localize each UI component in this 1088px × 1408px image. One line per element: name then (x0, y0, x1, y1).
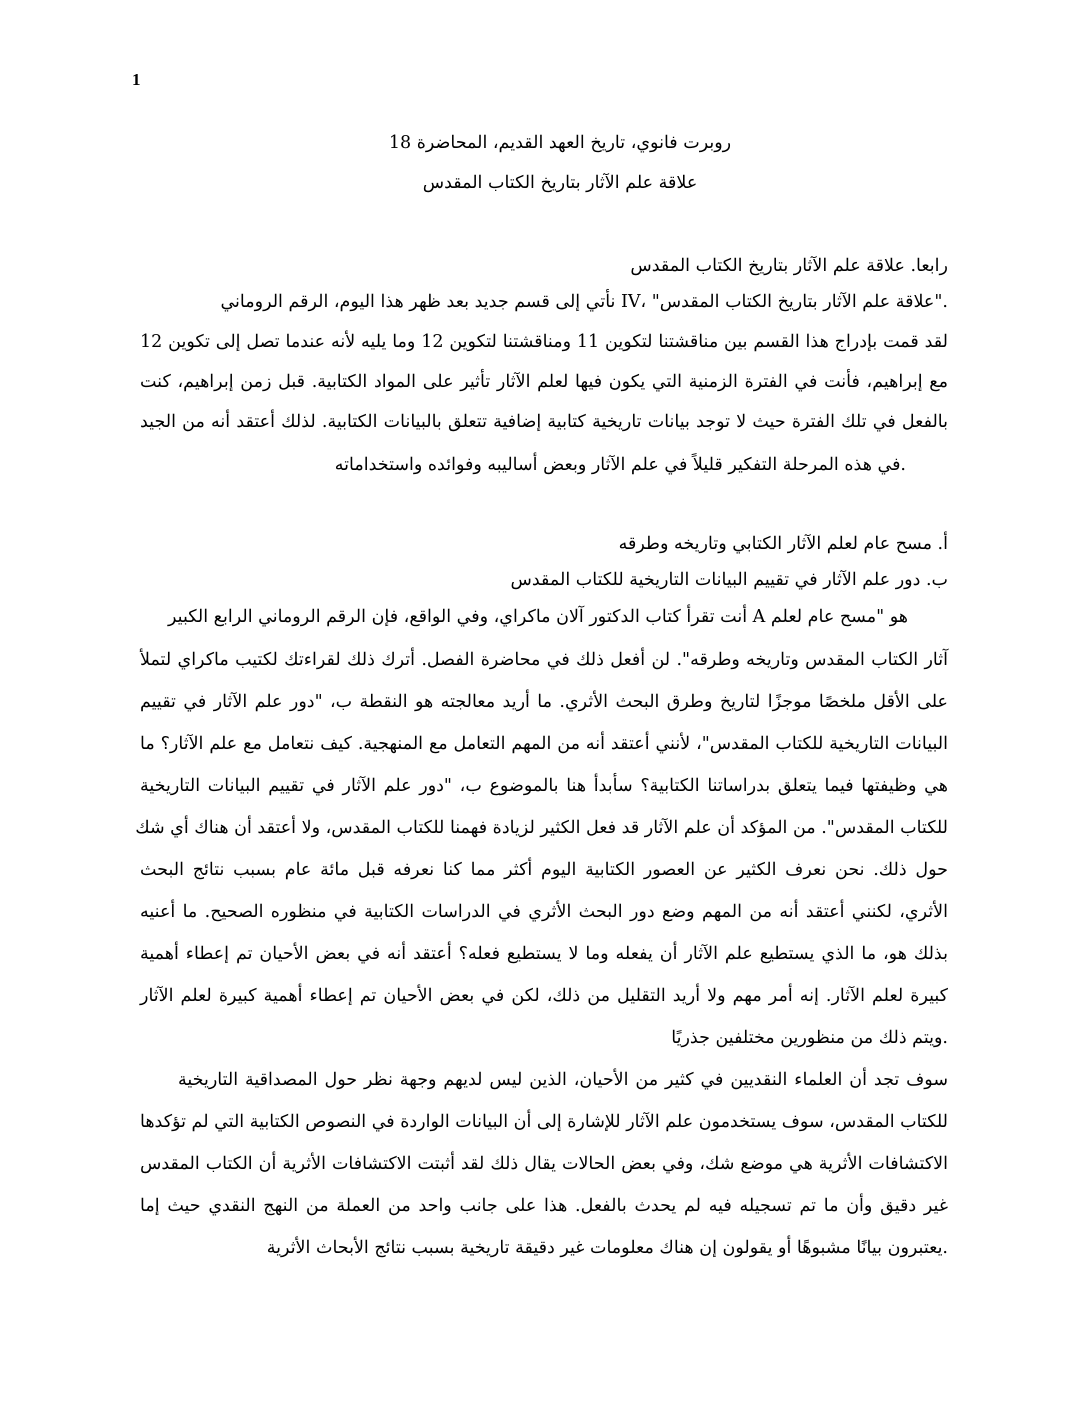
paragraph-line: مع إبراهيم، فأنت في الفترة الزمنية التي يكون فيها لعلم الآثار تأثير على المواد الكتابية. قبل زمن إبراهيم، كنت (140, 372, 948, 392)
paragraph-line: بالفعل في تلك الفترة حيث لا توجد بيانات تاريخية كتابية إضافية تتعلق بالبيانات الكتابية. لذلك أعتقد أنه من الجيد (140, 412, 948, 432)
paragraph-line: هي وظيفتها فيما يتعلق بدراساتنا الكتابية؟ سأبدأ هنا بالموضوع ب، "دور علم الآثار في تقييم البيانات التاريخية (140, 776, 948, 796)
paragraph-line: .يعتبرون بيانًا مشبوهًا أو يقولون إن هناك معلومات غير دقيقة تاريخية بسبب نتائج الأبحاث الأثرية (266, 1238, 948, 1258)
paragraph-line: الاكتشافات الأثرية هي موضع شك، وفي بعض الحالات يقال ذلك لقد أثبتت الاكتشافات الأثرية أن الكتاب المقدس (140, 1154, 948, 1174)
paragraph-line: للكتاب المقدس". من المؤكد أن علم الآثار قد فعل الكثير لزيادة فهمنا للكتاب المقدس، ولا أعتقد أن هناك أي شك (135, 818, 948, 838)
outline-item-b: ب. دور علم الآثار في تقييم البيانات التاريخية للكتاب المقدس (510, 570, 948, 590)
paragraph-line: سوف تجد أن العلماء النقديين في كثير من الأحيان، الذين ليس لديهم وجهة نظر حول المصداقية التاريخية (178, 1070, 948, 1090)
paragraph-line: حول ذلك. نحن نعرف الكثير عن العصور الكتابية اليوم أكثر مما كنا نعرفه قبل مائة عام بسبب نتائج البحث (140, 860, 948, 880)
paragraph-line: ."علاقة علم الآثار بتاريخ الكتاب المقدس" ،IV نأتي إلى قسم جديد بعد ظهر هذا اليوم، الرقم الروماني (220, 292, 948, 312)
outline-item-a: أ. مسح عام لعلم الآثار الكتابي وتاريخه وطرقه (618, 534, 948, 554)
document-title: روبرت فانوي، تاريخ العهد القديم، المحاضرة 18 (388, 133, 732, 153)
paragraph-line: للكتاب المقدس، سوف يستخدمون علم الآثار للإشارة إلى أن البيانات الواردة في النصوص الكتابية التي لم تؤكدها (140, 1112, 948, 1132)
paragraph-line: غير دقيق وأن ما تم تسجيله فيه لم يحدث بالفعل. هذا على جانب واحد من العملة من النهج النقدي حيث إما (140, 1196, 948, 1216)
paragraph-line: بذلك هو، ما الذي يستطيع علم الآثار أن يفعله وما لا يستطيع فعله؟ أعتقد أنه في بعض الأحيان تم إعطاء أهمية (140, 944, 948, 964)
paragraph-line: البيانات التاريخية للكتاب المقدس"، لأنني أعتقد أنه من المهم التعامل مع المنهجية. كيف نتعامل مع علم الآثار؟ ما (140, 734, 948, 754)
document-subtitle: علاقة علم الآثار بتاريخ الكتاب المقدس (422, 173, 698, 193)
section-heading: رابعا. علاقة علم الآثار بتاريخ الكتاب المقدس (630, 256, 948, 276)
paragraph-line: آثار الكتاب المقدس وتاريخه وطرقه". لن أفعل ذلك في محاضرة الفصل. أترك ذلك لقراءتك لكتيب ماكراي لتملأ (140, 650, 948, 670)
paragraph-line: كبيرة لعلم الآثار. إنه أمر مهم ولا أريد التقليل من ذلك، لكن في بعض الأحيان تم إعطاء أهمية كبيرة لعلم الآثار (140, 986, 948, 1006)
paragraph-line: .ويتم ذلك من منظورين مختلفين جذريًا (671, 1028, 948, 1048)
paragraph-line: الأثري، لكنني أعتقد أنه من المهم وضع دور البحث الأثري في الدراسات الكتابية في منظوره الصحيح. ما أعنيه (140, 902, 948, 922)
paragraph-line: على الأقل ملخصًا موجزًا لتاريخ وطرق البحث الأثري. ما أريد معالجته هو النقطة ب، "دور علم الآثار في تقييم (140, 692, 948, 712)
page-number: 1 (132, 70, 141, 89)
paragraph-line: لقد قمت بإدراج هذا القسم بين مناقشتنا لتكوين 11 ومناقشتنا لتكوين 12 وما يليه لأنه عندما تصل إلى تكوين 12 (140, 332, 948, 352)
paragraph-line: .في هذه المرحلة التفكير قليلاً في علم الآثار وبعض أساليبه وفوائده واستخداماته (334, 455, 906, 475)
paragraph-line: هو "مسح عام لعلم A أنت تقرأ كتاب الدكتور آلان ماكراي، وفي الواقع، فإن الرقم الروماني الرابع الكبير (168, 607, 908, 627)
